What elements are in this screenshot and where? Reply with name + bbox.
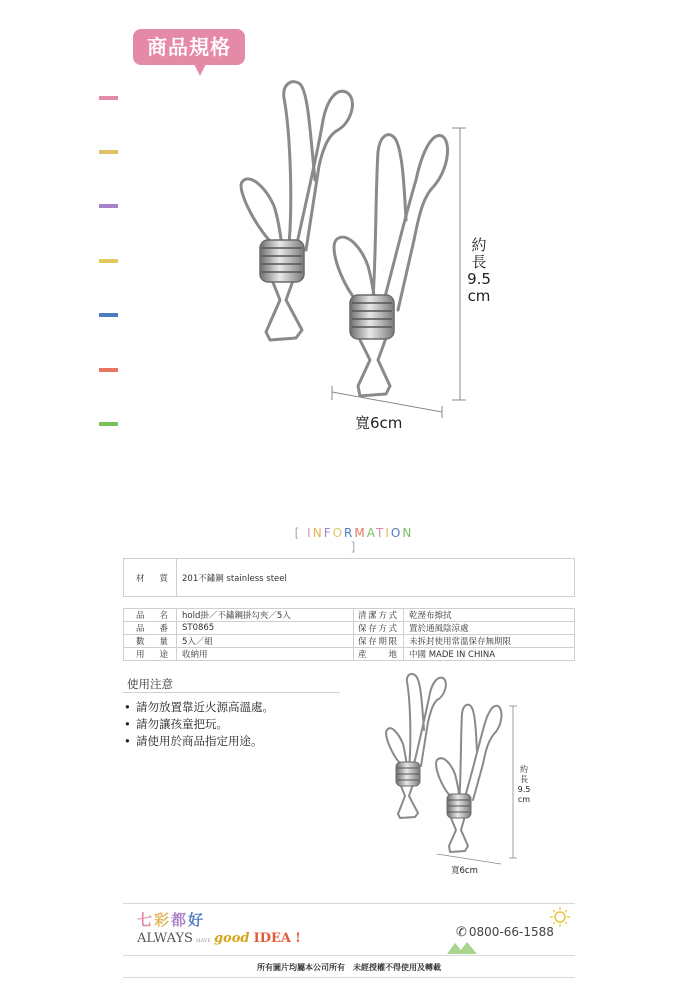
- row-key: 品 名: [124, 609, 177, 622]
- color-dash-pink: [99, 96, 118, 100]
- height-label-value: 9.5: [517, 785, 531, 794]
- color-dash-gold: [99, 259, 118, 263]
- copyright-notice: 所有圖片均屬本公司所有 未經授權不得使用及轉載: [257, 963, 441, 972]
- row-value-2: 中國 MADE IN CHINA: [404, 648, 575, 661]
- notes-divider: [123, 692, 340, 693]
- row-key: 用 途: [124, 648, 177, 661]
- row-key: 數 量: [124, 635, 177, 648]
- brand-name-chinese: [137, 909, 205, 930]
- height-label-value: 9.5: [467, 270, 491, 288]
- list-item: [124, 699, 274, 716]
- information-letter: N: [312, 526, 324, 540]
- height-label-unit: cm: [517, 795, 531, 804]
- table-row: [124, 609, 575, 622]
- height-label-unit: cm: [467, 287, 491, 305]
- row-key-2: 保存方式: [354, 622, 404, 635]
- notes-list: [124, 699, 274, 750]
- information-title: [307, 526, 413, 540]
- brand-char: 彩: [154, 911, 172, 929]
- list-item: [124, 733, 274, 750]
- table-row: [124, 635, 575, 648]
- height-dimension-label: [466, 237, 492, 305]
- row-key: 品 番: [124, 622, 177, 635]
- notes-title: 使用注意: [127, 677, 173, 691]
- brand-char: 好: [188, 911, 206, 929]
- color-dash-green: [99, 422, 118, 426]
- information-letter: M: [354, 526, 367, 540]
- table-spacer-row: [124, 597, 575, 609]
- height-label-length: 長: [520, 775, 528, 784]
- slogan-idea: IDEA: [253, 931, 291, 946]
- slogan-have: HAVE: [195, 938, 211, 944]
- footer-divider-end: [123, 977, 575, 978]
- footer-divider-bottom: [123, 955, 575, 956]
- table-row: [124, 622, 575, 635]
- slogan-good: good: [213, 931, 250, 946]
- row-value: hold掛／不鏽鋼掛勾夾／5入: [177, 609, 354, 622]
- color-dash-orange: [99, 368, 118, 372]
- material-key: 材 質: [124, 559, 177, 597]
- note-text: 請勿放置靠近火源高溫處。: [136, 700, 274, 714]
- height-label-about: 約: [471, 236, 487, 254]
- information-bracket-left: [: [294, 526, 302, 540]
- color-dash-yellow: [99, 150, 118, 154]
- color-dash-purple: [99, 204, 118, 208]
- row-value: 收納用: [177, 648, 354, 661]
- row-value-2: 未拆封使用常溫保存無期限: [404, 635, 575, 648]
- row-value-2: 乾溼布擦拭: [404, 609, 575, 622]
- slogan-exclamation: !: [295, 931, 301, 946]
- information-bracket-right: ]: [350, 540, 358, 554]
- brand-char: 七: [137, 911, 155, 929]
- information-letter: I: [385, 526, 391, 540]
- phone-contact: [456, 925, 554, 940]
- row-key-2: 保存期限: [354, 635, 404, 648]
- information-letter: A: [366, 526, 377, 540]
- product-info-table: [123, 558, 575, 661]
- information-letter: R: [344, 526, 355, 540]
- row-key-2: 產 地: [354, 648, 404, 661]
- row-value: 5入／組: [177, 635, 354, 648]
- brand-slogan: [137, 931, 301, 946]
- clip-product-image: [220, 70, 470, 420]
- spec-tag: 商品規格: [133, 29, 245, 65]
- note-text: 請勿讓孩童把玩。: [136, 717, 228, 731]
- table-row: [124, 648, 575, 661]
- information-heading: [289, 526, 419, 554]
- height-label-length: 長: [471, 253, 487, 271]
- note-text: 請使用於商品指定用途。: [136, 734, 263, 748]
- row-value-2: 置於通風陰涼處: [404, 622, 575, 635]
- hills-icon: [447, 940, 477, 954]
- color-dash-blue: [99, 313, 118, 317]
- information-letter: O: [332, 526, 345, 540]
- row-key-2: 清潔方式: [354, 609, 404, 622]
- material-value: 201不鏽鋼 stainless steel: [177, 559, 575, 597]
- height-dimension-label-small: [514, 765, 534, 805]
- table-spacer: [124, 597, 575, 609]
- footer-divider-top: [123, 903, 575, 904]
- width-dimension-label-small: 寬6cm: [451, 866, 478, 876]
- information-letter: T: [376, 526, 386, 540]
- bullet-icon: •: [124, 717, 131, 731]
- information-letter: O: [390, 526, 403, 540]
- list-item: [124, 716, 274, 733]
- bullet-icon: •: [124, 734, 131, 748]
- information-letter: F: [323, 526, 333, 540]
- spec-tag-pointer: [193, 62, 207, 76]
- height-label-about: 約: [520, 765, 528, 774]
- table-row-material: [124, 559, 575, 597]
- slogan-always: ALWAYS: [137, 931, 193, 946]
- row-value: ST0865: [177, 622, 354, 635]
- bullet-icon: •: [124, 700, 131, 714]
- brand-char: 都: [171, 911, 189, 929]
- phone-number: 0800-66-1588: [468, 925, 554, 939]
- information-letter: N: [402, 526, 414, 540]
- sun-icon: [550, 907, 570, 927]
- phone-icon: ✆: [456, 925, 467, 940]
- clip-product-image-small: [375, 668, 535, 868]
- width-dimension-label: 寬6cm: [355, 414, 403, 432]
- information-letter: I: [307, 526, 313, 540]
